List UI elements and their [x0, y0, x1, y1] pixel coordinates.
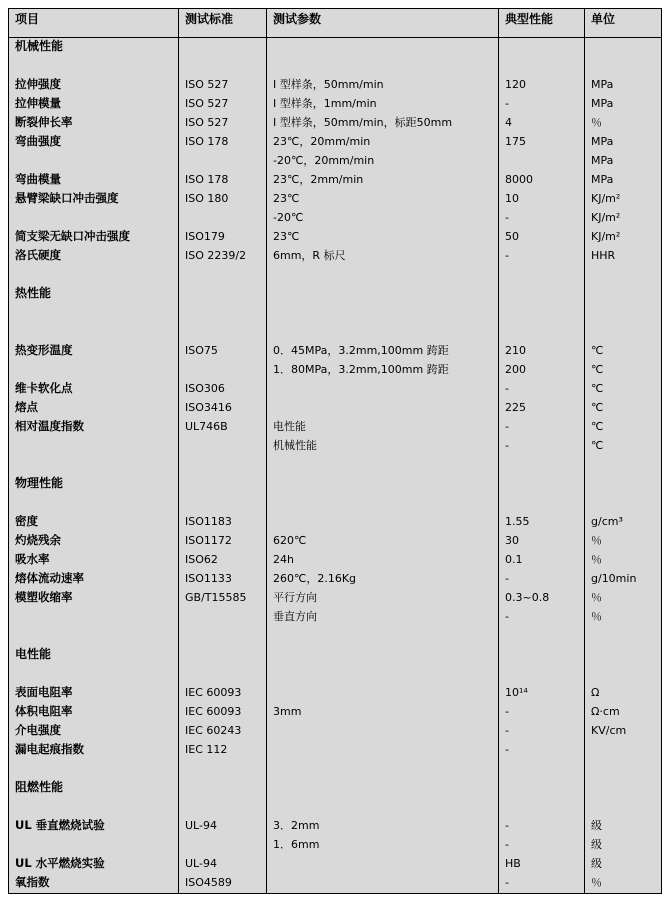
- cell-parameter: 24h: [267, 551, 499, 570]
- cell-unit: ℃: [585, 342, 662, 361]
- cell-standard: ISO4589: [179, 874, 267, 894]
- cell-standard: [179, 665, 267, 684]
- cell-typical: -: [499, 95, 585, 114]
- cell-parameter: [267, 494, 499, 513]
- spacer-row: [9, 323, 662, 342]
- cell-standard: [179, 760, 267, 779]
- cell-unit: KJ/m²: [585, 228, 662, 247]
- cell-unit: ℃: [585, 418, 662, 437]
- cell-item: [9, 152, 179, 171]
- table-row: [9, 703, 662, 722]
- material-property-table: [8, 8, 662, 894]
- cell-unit: 级: [585, 855, 662, 874]
- cell-typical: [499, 646, 585, 665]
- table-row: [9, 228, 662, 247]
- cell-standard: [179, 323, 267, 342]
- cell-parameter: [267, 646, 499, 665]
- cell-standard: [179, 437, 267, 456]
- cell-standard: ISO3416: [179, 399, 267, 418]
- cell-typical: -: [499, 608, 585, 627]
- cell-unit: 级: [585, 817, 662, 836]
- cell-standard: [179, 38, 267, 58]
- cell-typical: 4: [499, 114, 585, 133]
- cell-unit: MPa: [585, 76, 662, 95]
- cell-parameter: [267, 798, 499, 817]
- cell-standard: UL-94: [179, 817, 267, 836]
- cell-unit: KJ/m²: [585, 190, 662, 209]
- cell-parameter: [267, 855, 499, 874]
- cell-standard: ISO 527: [179, 114, 267, 133]
- spacer-row: [9, 57, 662, 76]
- cell-item: [9, 627, 179, 646]
- cell-unit: [585, 779, 662, 798]
- cell-item: 热性能: [9, 285, 179, 304]
- cell-typical: 0.3~0.8: [499, 589, 585, 608]
- cell-parameter: -20℃，20mm/min: [267, 152, 499, 171]
- cell-standard: ISO 2239/2: [179, 247, 267, 266]
- cell-item: 悬臂梁缺口冲击强度: [9, 190, 179, 209]
- cell-item: [9, 323, 179, 342]
- cell-standard: UL-94: [179, 855, 267, 874]
- cell-typical: 225: [499, 399, 585, 418]
- cell-unit: g/cm³: [585, 513, 662, 532]
- table-row: [9, 817, 662, 836]
- cell-item: 模塑收缩率: [9, 589, 179, 608]
- cell-parameter: [267, 285, 499, 304]
- cell-standard: ISO 178: [179, 171, 267, 190]
- cell-parameter: 平行方向: [267, 589, 499, 608]
- cell-typical: 0.1: [499, 551, 585, 570]
- cell-item: [9, 836, 179, 855]
- cell-unit: ％: [585, 114, 662, 133]
- cell-standard: [179, 798, 267, 817]
- cell-parameter: 260℃，2.16Kg: [267, 570, 499, 589]
- cell-parameter: [267, 741, 499, 760]
- cell-parameter: [267, 684, 499, 703]
- table-row: [9, 399, 662, 418]
- cell-parameter: I 型样条，50mm/min，标距50mm: [267, 114, 499, 133]
- cell-parameter: [267, 722, 499, 741]
- cell-item: [9, 437, 179, 456]
- cell-unit: [585, 475, 662, 494]
- cell-item: 热变形温度: [9, 342, 179, 361]
- cell-standard: ISO1172: [179, 532, 267, 551]
- cell-parameter: 1．80MPa，3.2mm,100mm 跨距: [267, 361, 499, 380]
- cell-typical: 175: [499, 133, 585, 152]
- cell-unit: [585, 798, 662, 817]
- cell-item: [9, 209, 179, 228]
- cell-unit: Ω·cm: [585, 703, 662, 722]
- table-row: [9, 380, 662, 399]
- table-row: [9, 247, 662, 266]
- table-row: [9, 855, 662, 874]
- cell-typical: -: [499, 817, 585, 836]
- cell-item: 熔点: [9, 399, 179, 418]
- cell-typical: -: [499, 874, 585, 894]
- cell-typical: 8000: [499, 171, 585, 190]
- table-body: [9, 9, 662, 894]
- cell-parameter: [267, 475, 499, 494]
- cell-typical: [499, 494, 585, 513]
- spacer-row: [9, 627, 662, 646]
- cell-item: 物理性能: [9, 475, 179, 494]
- cell-item: 拉伸强度: [9, 76, 179, 95]
- cell-unit: ％: [585, 532, 662, 551]
- cell-unit: MPa: [585, 95, 662, 114]
- spacer-row: [9, 304, 662, 323]
- cell-item: 拉伸模量: [9, 95, 179, 114]
- cell-unit: ℃: [585, 380, 662, 399]
- cell-item: 相对温度指数: [9, 418, 179, 437]
- table-header-row: [9, 9, 662, 38]
- cell-standard: [179, 836, 267, 855]
- cell-unit: KV/cm: [585, 722, 662, 741]
- table-row: [9, 608, 662, 627]
- cell-item: 密度: [9, 513, 179, 532]
- cell-typical: -: [499, 437, 585, 456]
- cell-unit: ℃: [585, 399, 662, 418]
- cell-parameter: 机械性能: [267, 437, 499, 456]
- cell-parameter: 23℃: [267, 228, 499, 247]
- spacer-row: [9, 760, 662, 779]
- cell-typical: [499, 779, 585, 798]
- cell-typical: [499, 627, 585, 646]
- cell-typical: -: [499, 703, 585, 722]
- cell-standard: ISO 180: [179, 190, 267, 209]
- table-row: [9, 171, 662, 190]
- cell-standard: ISO1133: [179, 570, 267, 589]
- cell-typical: [499, 323, 585, 342]
- cell-typical: -: [499, 380, 585, 399]
- cell-item: 灼烧残余: [9, 532, 179, 551]
- cell-standard: GB/T15585: [179, 589, 267, 608]
- cell-typical: 210: [499, 342, 585, 361]
- cell-typical: 30: [499, 532, 585, 551]
- cell-parameter: [267, 304, 499, 323]
- section-row: [9, 38, 662, 58]
- cell-typical: -: [499, 418, 585, 437]
- cell-item: 断裂伸长率: [9, 114, 179, 133]
- cell-item: UL 垂直燃烧试验: [9, 817, 179, 836]
- header-cell-item: 项目: [9, 9, 179, 38]
- spacer-row: [9, 266, 662, 285]
- cell-typical: 10¹⁴: [499, 684, 585, 703]
- cell-typical: [499, 760, 585, 779]
- cell-standard: [179, 304, 267, 323]
- table-row: [9, 76, 662, 95]
- table-row: [9, 133, 662, 152]
- cell-unit: [585, 646, 662, 665]
- cell-typical: 50: [499, 228, 585, 247]
- cell-item: [9, 494, 179, 513]
- cell-unit: [585, 760, 662, 779]
- cell-parameter: 6mm，R 标尺: [267, 247, 499, 266]
- cell-item: [9, 304, 179, 323]
- cell-item: [9, 760, 179, 779]
- cell-unit: Ω: [585, 684, 662, 703]
- cell-standard: IEC 60093: [179, 703, 267, 722]
- cell-standard: ISO 178: [179, 133, 267, 152]
- cell-unit: MPa: [585, 171, 662, 190]
- cell-standard: [179, 266, 267, 285]
- cell-parameter: 电性能: [267, 418, 499, 437]
- cell-unit: [585, 266, 662, 285]
- cell-parameter: 3mm: [267, 703, 499, 722]
- cell-item: 体积电阻率: [9, 703, 179, 722]
- table-row: [9, 437, 662, 456]
- cell-standard: IEC 60243: [179, 722, 267, 741]
- cell-unit: ％: [585, 874, 662, 894]
- cell-standard: ISO75: [179, 342, 267, 361]
- cell-unit: 级: [585, 836, 662, 855]
- cell-unit: g/10min: [585, 570, 662, 589]
- spacer-row: [9, 798, 662, 817]
- cell-standard: ISO62: [179, 551, 267, 570]
- cell-standard: [179, 152, 267, 171]
- cell-item: [9, 456, 179, 475]
- cell-item: 介电强度: [9, 722, 179, 741]
- cell-standard: ISO1183: [179, 513, 267, 532]
- table-row: [9, 551, 662, 570]
- cell-parameter: I 型样条，50mm/min: [267, 76, 499, 95]
- section-row: [9, 779, 662, 798]
- cell-typical: [499, 152, 585, 171]
- cell-typical: [499, 304, 585, 323]
- cell-typical: [499, 798, 585, 817]
- cell-standard: [179, 494, 267, 513]
- cell-typical: 120: [499, 76, 585, 95]
- cell-unit: [585, 627, 662, 646]
- table-row: [9, 684, 662, 703]
- table-row: [9, 836, 662, 855]
- cell-item: 弯曲强度: [9, 133, 179, 152]
- cell-unit: ℃: [585, 437, 662, 456]
- cell-item: [9, 266, 179, 285]
- cell-typical: -: [499, 209, 585, 228]
- cell-unit: [585, 38, 662, 58]
- cell-unit: [585, 285, 662, 304]
- cell-item: 电性能: [9, 646, 179, 665]
- section-row: [9, 285, 662, 304]
- cell-unit: MPa: [585, 152, 662, 171]
- cell-typical: 1.55: [499, 513, 585, 532]
- cell-parameter: 23℃，20mm/min: [267, 133, 499, 152]
- cell-typical: [499, 285, 585, 304]
- table-row: [9, 209, 662, 228]
- cell-item: 熔体流动速率: [9, 570, 179, 589]
- cell-parameter: [267, 266, 499, 285]
- table-row: [9, 513, 662, 532]
- cell-item: [9, 608, 179, 627]
- cell-standard: [179, 475, 267, 494]
- cell-typical: [499, 665, 585, 684]
- cell-item: UL 水平燃烧实验: [9, 855, 179, 874]
- cell-typical: [499, 456, 585, 475]
- cell-unit: [585, 57, 662, 76]
- cell-item: 吸水率: [9, 551, 179, 570]
- cell-typical: -: [499, 570, 585, 589]
- cell-item: [9, 665, 179, 684]
- cell-parameter: [267, 627, 499, 646]
- cell-unit: HHR: [585, 247, 662, 266]
- cell-unit: ℃: [585, 361, 662, 380]
- header-cell-standard: 测试标准: [179, 9, 267, 38]
- cell-item: 简支梁无缺口冲击强度: [9, 228, 179, 247]
- table-row: [9, 114, 662, 133]
- cell-item: 维卡软化点: [9, 380, 179, 399]
- cell-standard: [179, 209, 267, 228]
- table-row: [9, 418, 662, 437]
- cell-unit: KJ/m²: [585, 209, 662, 228]
- cell-parameter: [267, 665, 499, 684]
- section-row: [9, 646, 662, 665]
- cell-item: 氧指数: [9, 874, 179, 894]
- header-cell-unit: 单位: [585, 9, 662, 38]
- cell-standard: ISO 527: [179, 95, 267, 114]
- cell-parameter: 垂直方向: [267, 608, 499, 627]
- cell-unit: [585, 456, 662, 475]
- cell-typical: [499, 266, 585, 285]
- cell-parameter: 3．2mm: [267, 817, 499, 836]
- table-row: [9, 741, 662, 760]
- spacer-row: [9, 494, 662, 513]
- cell-standard: [179, 361, 267, 380]
- cell-standard: IEC 60093: [179, 684, 267, 703]
- cell-unit: MPa: [585, 133, 662, 152]
- cell-parameter: 620℃: [267, 532, 499, 551]
- cell-typical: HB: [499, 855, 585, 874]
- section-row: [9, 475, 662, 494]
- cell-parameter: 1．6mm: [267, 836, 499, 855]
- cell-standard: UL746B: [179, 418, 267, 437]
- table-row: [9, 570, 662, 589]
- header-cell-parameter: 测试参数: [267, 9, 499, 38]
- cell-item: 洛氏硬度: [9, 247, 179, 266]
- cell-standard: [179, 456, 267, 475]
- cell-unit: [585, 665, 662, 684]
- cell-typical: 10: [499, 190, 585, 209]
- table-row: [9, 342, 662, 361]
- table-row: [9, 95, 662, 114]
- cell-standard: [179, 627, 267, 646]
- cell-standard: [179, 779, 267, 798]
- cell-standard: [179, 646, 267, 665]
- table-row: [9, 361, 662, 380]
- cell-unit: [585, 741, 662, 760]
- table-row: [9, 589, 662, 608]
- cell-parameter: [267, 57, 499, 76]
- cell-item: [9, 361, 179, 380]
- cell-item: 表面电阻率: [9, 684, 179, 703]
- cell-parameter: [267, 399, 499, 418]
- cell-standard: IEC 112: [179, 741, 267, 760]
- cell-parameter: [267, 456, 499, 475]
- cell-parameter: [267, 38, 499, 58]
- cell-unit: [585, 323, 662, 342]
- cell-parameter: [267, 513, 499, 532]
- cell-typical: -: [499, 741, 585, 760]
- cell-parameter: -20℃: [267, 209, 499, 228]
- cell-item: 漏电起痕指数: [9, 741, 179, 760]
- cell-parameter: I 型样条，1mm/min: [267, 95, 499, 114]
- cell-unit: ％: [585, 608, 662, 627]
- cell-item: 弯曲模量: [9, 171, 179, 190]
- cell-unit: [585, 304, 662, 323]
- cell-unit: [585, 494, 662, 513]
- spacer-row: [9, 665, 662, 684]
- cell-standard: [179, 285, 267, 304]
- cell-unit: ％: [585, 551, 662, 570]
- cell-typical: 200: [499, 361, 585, 380]
- cell-parameter: [267, 779, 499, 798]
- cell-typical: -: [499, 722, 585, 741]
- cell-parameter: [267, 760, 499, 779]
- cell-typical: [499, 475, 585, 494]
- cell-parameter: 23℃，2mm/min: [267, 171, 499, 190]
- cell-parameter: 0．45MPa，3.2mm,100mm 跨距: [267, 342, 499, 361]
- table-row: [9, 874, 662, 894]
- table-row: [9, 190, 662, 209]
- table-row: [9, 152, 662, 171]
- cell-typical: [499, 57, 585, 76]
- cell-item: 阻燃性能: [9, 779, 179, 798]
- cell-typical: [499, 38, 585, 58]
- cell-typical: -: [499, 247, 585, 266]
- cell-standard: [179, 608, 267, 627]
- cell-parameter: [267, 874, 499, 894]
- header-cell-typical: 典型性能: [499, 9, 585, 38]
- cell-parameter: 23℃: [267, 190, 499, 209]
- cell-typical: -: [499, 836, 585, 855]
- cell-parameter: [267, 323, 499, 342]
- cell-standard: ISO306: [179, 380, 267, 399]
- cell-standard: [179, 57, 267, 76]
- table-row: [9, 722, 662, 741]
- cell-item: 机械性能: [9, 38, 179, 58]
- cell-item: [9, 57, 179, 76]
- cell-standard: ISO179: [179, 228, 267, 247]
- spacer-row: [9, 456, 662, 475]
- table-row: [9, 532, 662, 551]
- cell-standard: ISO 527: [179, 76, 267, 95]
- cell-item: [9, 798, 179, 817]
- cell-unit: ％: [585, 589, 662, 608]
- cell-parameter: [267, 380, 499, 399]
